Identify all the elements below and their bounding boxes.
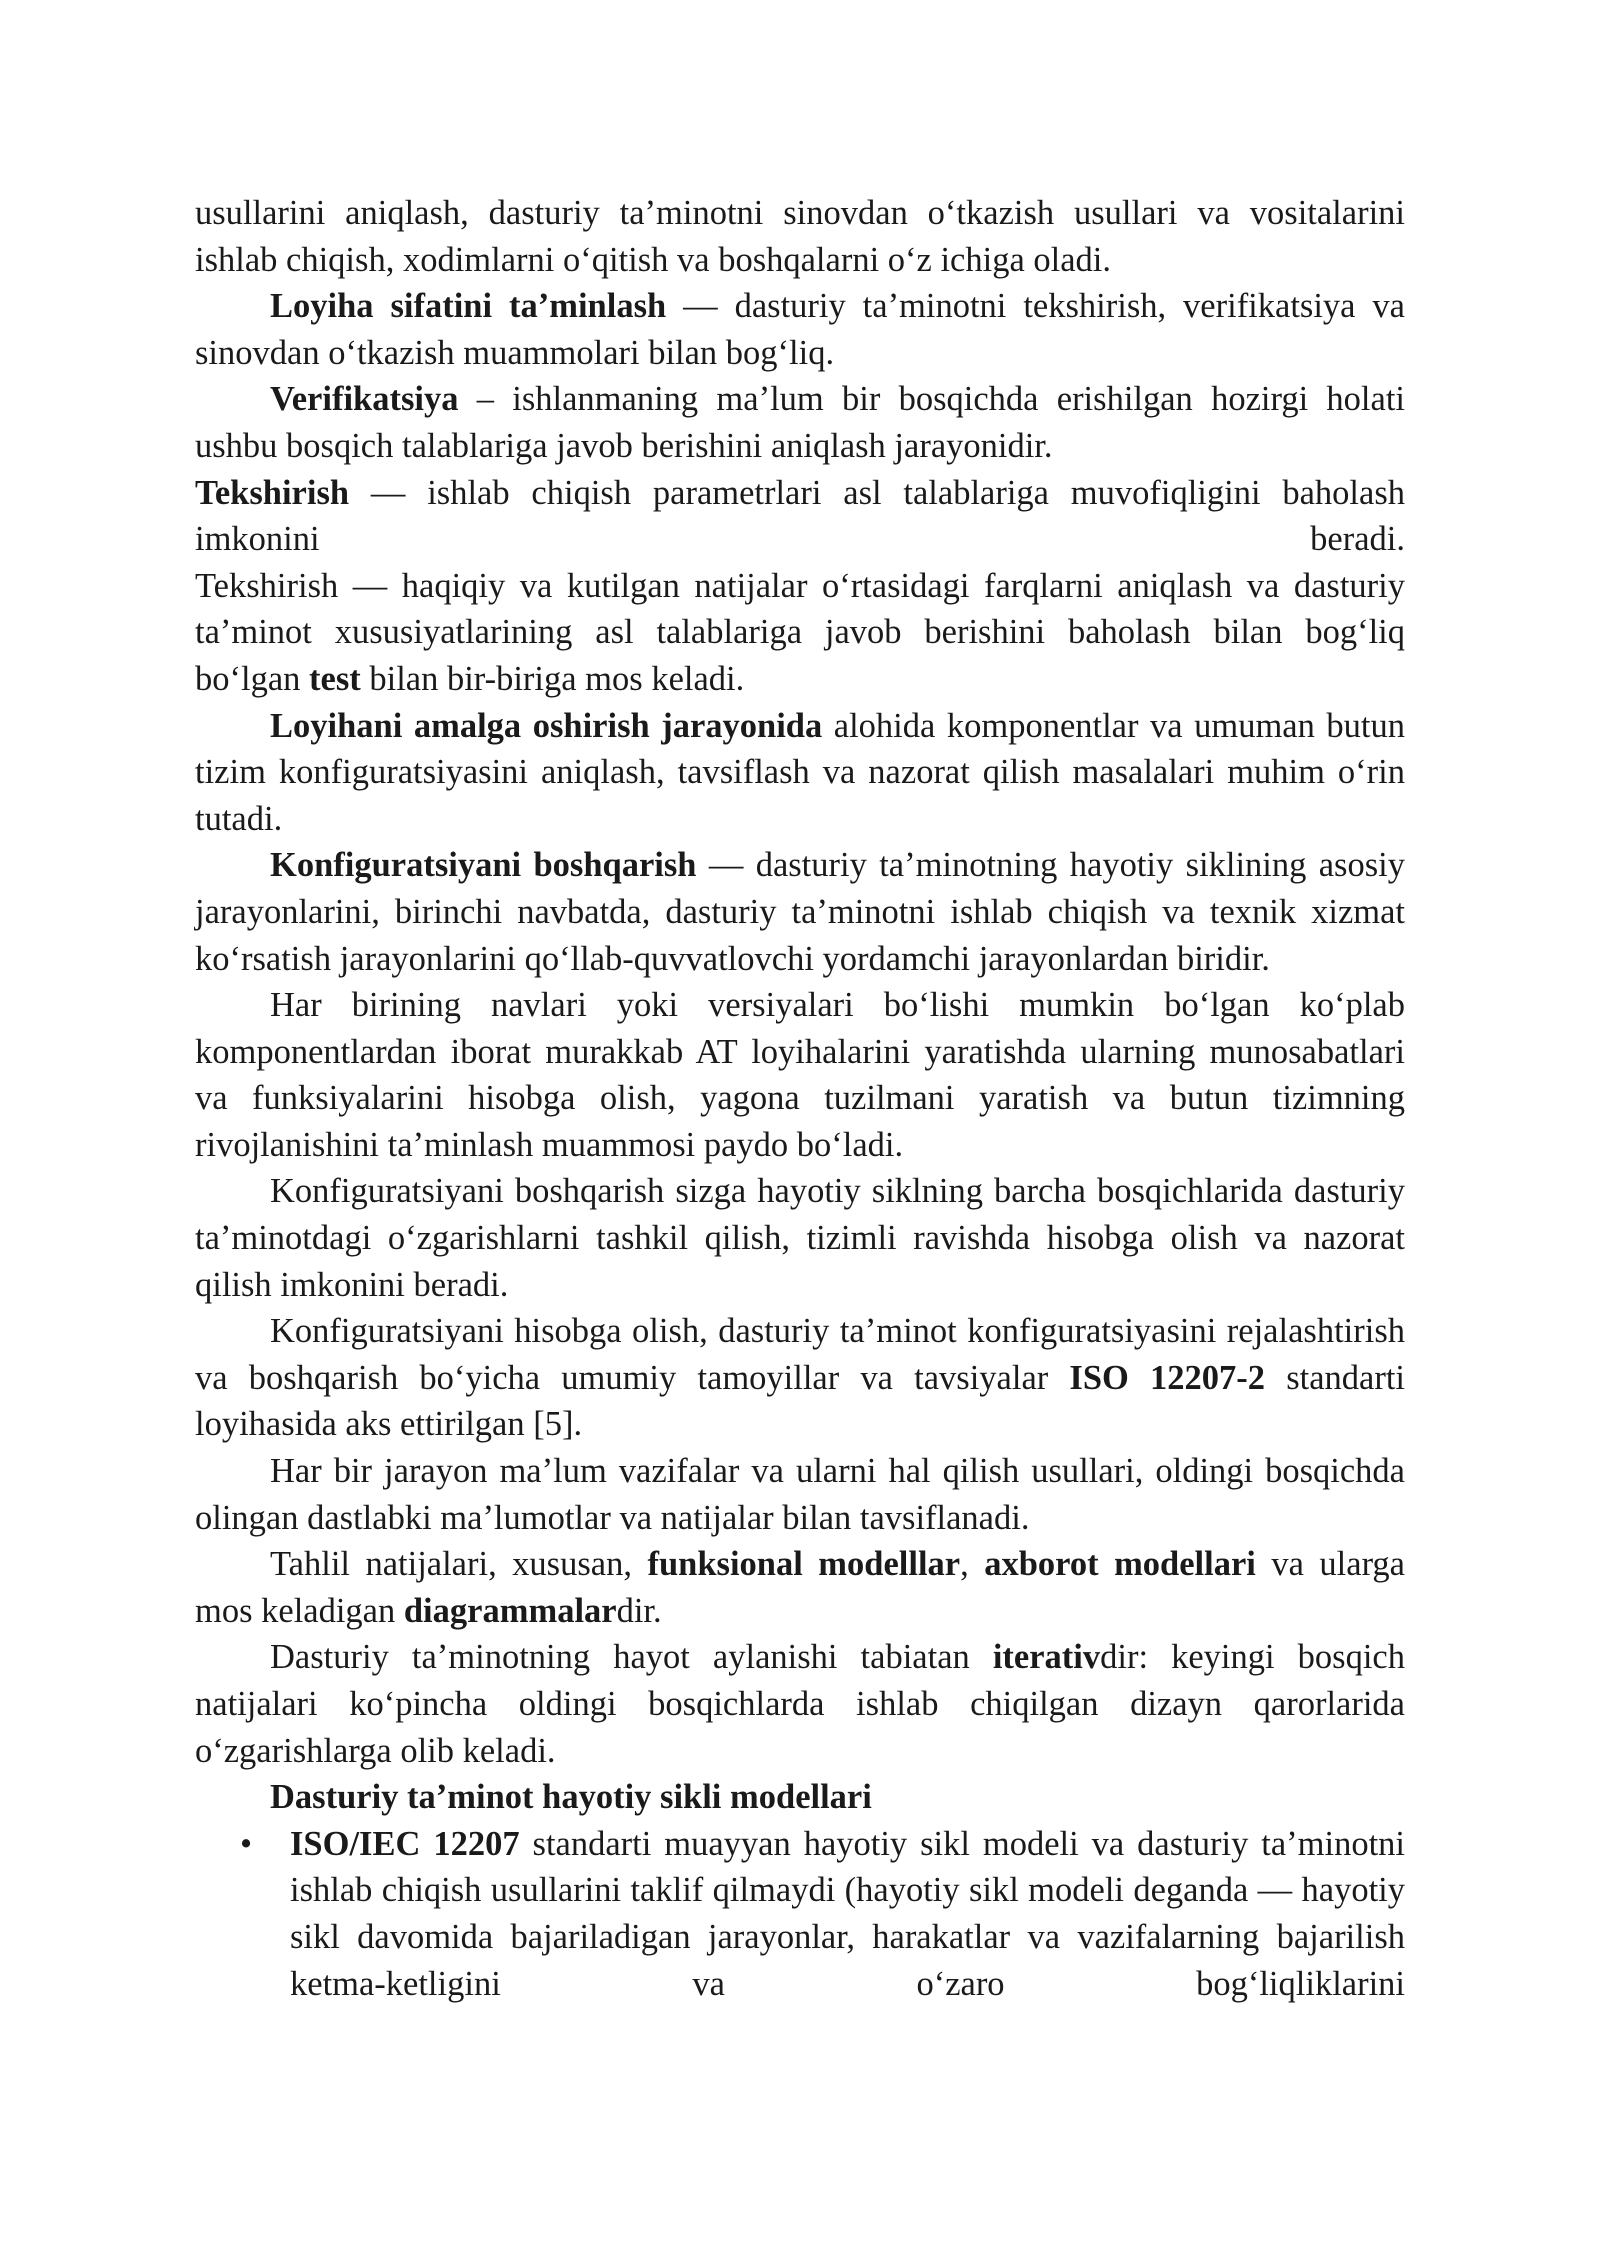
text-run: — dasturiy taʼminotni tekshirish, verifikatsiya va sinovdan oʻtkazish muammolari bilan bogʻliq.	[195, 287, 1405, 372]
text-run: Tekshirish — haqiqiy va kutilgan natijalar oʻrtasidagi farqlarni aniqlash va dasturiy taʼminot xususiyatlarining asl talablariga javob berishini baholash bilan bogʻliq boʻlgan	[195, 566, 1405, 698]
text-run: dir.	[616, 1591, 662, 1630]
bold-term: ISO/IEC 12207	[290, 1824, 520, 1863]
bullet-list	[195, 1821, 1405, 2007]
text-run: ,	[960, 1545, 985, 1584]
bold-term: Loyiha sifatini taʼminlash	[270, 287, 667, 326]
text-run: Har bir jarayon maʼlum vazifalar va ularni hal qilish usullari, oldingi bosqichda olingan dastlabki maʼlumotlar va natijalar bilan tavsiflanadi.	[195, 1452, 1405, 1537]
paragraph-continuation	[195, 190, 1405, 283]
bold-term: Verifikatsiya	[270, 380, 459, 419]
text-run: alohida komponentlar va umuman butun tizim konfiguratsiyasini aniqlash, tavsiflash va nazorat qilish masalalari muhim oʻrin tutadi.	[195, 706, 1405, 838]
bold-term: Loyihani amalga oshirish jarayonida	[270, 706, 823, 745]
text-run: Dasturiy taʼminotning hayot aylanishi tabiatan	[270, 1638, 993, 1677]
text-run: Konfiguratsiyani hisobga olish, dasturiy taʼminot konfiguratsiyasini rejalashtirish va boshqarish boʻyicha umumiy tamoyillar va tavsiyalar	[195, 1312, 1405, 1397]
paragraph-implementation	[195, 703, 1405, 843]
bold-term: iterativ	[992, 1638, 1101, 1677]
list-item	[195, 1821, 1405, 2007]
text-run: standarti muayyan hayotiy sikl modeli va dasturiy taʼminotni ishlab chiqish usullarini taklif qilmaydi (hayotiy sikl modeli deganda — hayotiy sikl davomida bajariladigan jarayonlar, harakatlar va vazifalarning bajarilish ketma-ketligini va oʻzaro bogʻliqliklarini	[290, 1824, 1406, 2003]
text-run: Tahlil natijalari, xususan,	[270, 1545, 648, 1584]
text-run: Konfiguratsiyani boshqarish sizga hayotiy siklning barcha bosqichlarida dasturiy taʼminotdagi oʻzgarishlarni tashkil qilish, tizimli ravishda hisobga olish va nazorat qilish imkonini beradi.	[195, 1172, 1405, 1304]
paragraph-analysis-results	[195, 1541, 1405, 1634]
bold-term: Tekshirish	[195, 473, 350, 512]
paragraph-process-tasks	[195, 1448, 1405, 1541]
bullet-text	[290, 1825, 1405, 2003]
bold-term: test	[309, 659, 361, 698]
bold-term: funksional modelllar	[647, 1545, 961, 1584]
bold-term: diagrammalar	[403, 1591, 617, 1630]
text-run: va ularga mos keladigan	[195, 1545, 1405, 1630]
bold-term: ISO 12207-2	[1069, 1358, 1266, 1397]
text-run: Har birining navlari yoki versiyalari boʻlishi mumkin boʻlgan koʻplab komponentlardan iborat murakkab AT loyihalarini yaratishda ularning munosabatlari va funksiyalarini hisobga olish, yagona tuzilmani yaratish va butun tizimning rivojlanishini taʼminlash muammosi paydo boʻladi.	[195, 986, 1405, 1164]
bold-term: Konfiguratsiyani boshqarish	[270, 846, 697, 885]
text-run: dir: keyingi bosqich natijalari koʻpincha oldingi bosqichlarda ishlab chiqilgan dizayn qarorlarida oʻzgarishlarga olib keladi.	[195, 1638, 1405, 1770]
text-run: usullarini aniqlash, dasturiy taʼminotni sinovdan oʻtkazish usullari va vositalarini ishlab chiqish, xodimlarni oʻqitish va boshqalarni oʻz ichiga oladi.	[195, 194, 1405, 279]
paragraph-configuration-management	[195, 842, 1405, 982]
paragraph-quality-assurance	[195, 283, 1405, 376]
paragraph-iterative	[195, 1634, 1405, 1774]
document-page	[195, 190, 1405, 2007]
text-run: standarti loyihasida aks ettirilgan [5].	[195, 1358, 1405, 1444]
paragraph-verification	[195, 376, 1405, 469]
bold-term: axborot modellari	[984, 1545, 1256, 1584]
paragraph-complex-projects	[195, 982, 1405, 1168]
text-run: – ishlanmaning maʼlum bir bosqichda erishilgan hozirgi holati ushbu bosqich talablariga javob berishini aniqlash jarayonidir.	[195, 380, 1405, 465]
text-run: bilan bir-biriga mos keladi.	[360, 659, 745, 698]
paragraph-iso-standard	[195, 1308, 1405, 1448]
paragraph-change-control	[195, 1168, 1405, 1308]
text-run: — ishlab chiqish parametrlari asl talablariga muvofiqligini baholash imkonini beradi.	[195, 473, 1405, 559]
paragraph-checking	[195, 470, 1405, 563]
section-heading: Dasturiy taʼminot hayotiy sikli modellari	[270, 1778, 872, 1817]
bullet-icon: •	[240, 1824, 253, 1863]
text-run: — dasturiy taʼminotning hayotiy siklining asosiy jarayonlarini, birinchi navbatda, dasturiy taʼminotni ishlab chiqish va texnik xizmat koʻrsatish jarayonlarini qoʻllab-quvvatlovchi yordamchi jarayonlardan biridir.	[195, 846, 1405, 978]
paragraph-testing	[195, 563, 1405, 703]
